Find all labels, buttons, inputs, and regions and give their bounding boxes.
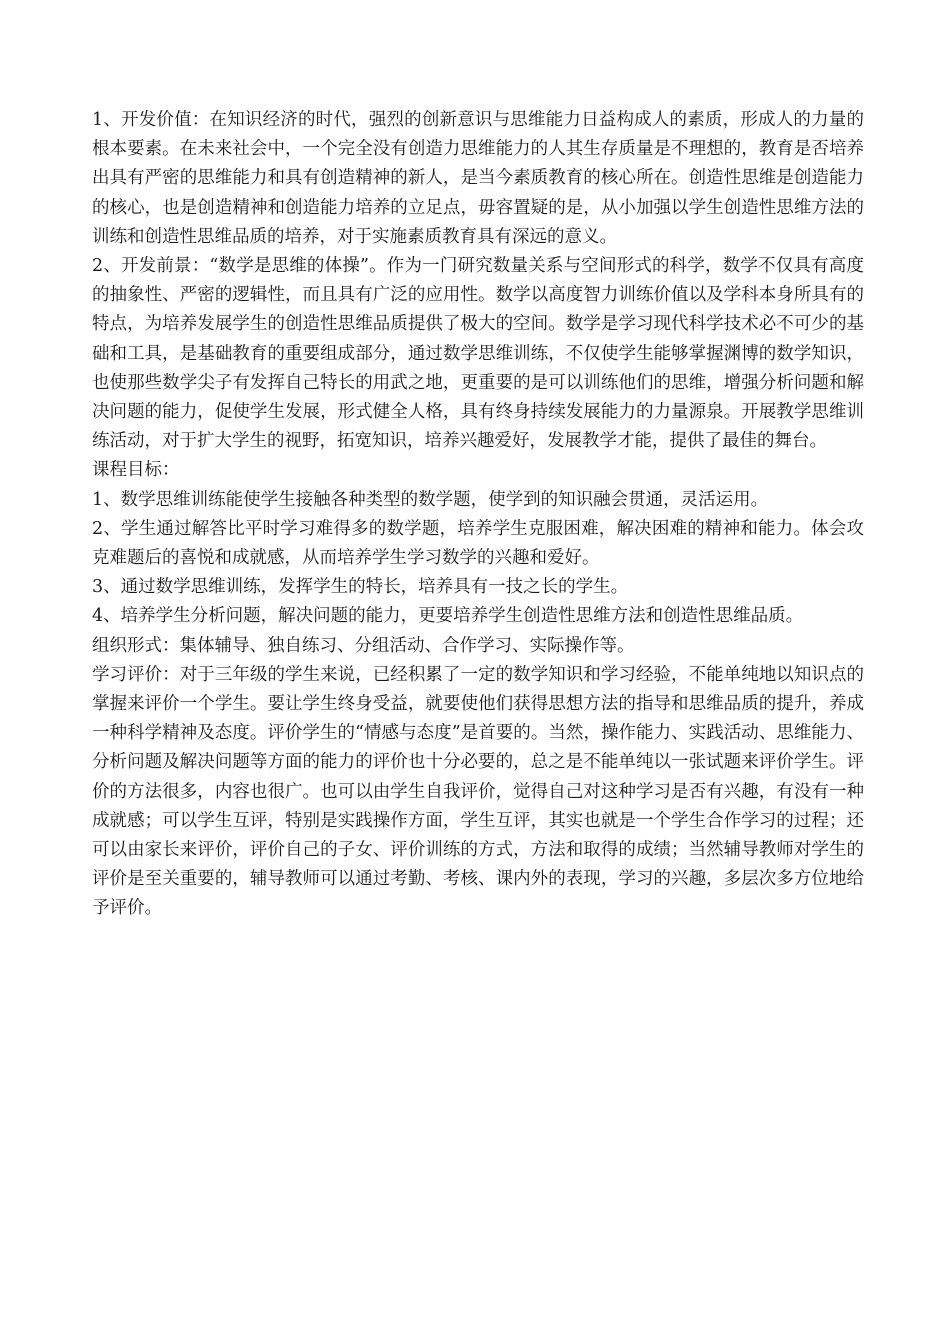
goal-item-2: 2、学生通过解答比平时学习难得多的数学题，培养学生克服困难，解决困难的精神和能力。体会攻克难题后的喜悦和成就感，从而培养学生学习数学的兴趣和爱好。 bbox=[92, 518, 864, 569]
paragraph-organization-form: 组织形式：集体辅导、独自练习、分组活动、合作学习、实际操作等。 bbox=[92, 635, 635, 656]
heading-course-goals: 课程目标： bbox=[92, 460, 180, 481]
paragraph-development-value: 1、开发价值：在知识经济的时代，强烈的创新意识与思维能力日益构成人的素质，形成人的力量的根本要素。在未来社会中，一个完全没有创造力思维能力的人其生存质量是不理想的，教育是否培养出具有严密的思维能力和具有创造精神的新人，是当今素质教育的核心所在。创造性思维是创造能力的核心，也是创造精神和创造能力培养的立足点，毋容置疑的是，从小加强以学生创造性思维方法的训练和创造性思维品质的培养，对于实施素质教育具有深远的意义。 bbox=[92, 110, 864, 247]
goal-item-1: 1、数学思维训练能使学生接触各种类型的数学题，使学到的知识融会贯通，灵活运用。 bbox=[92, 489, 769, 510]
paragraph-development-prospect: 2、开发前景：“数学是思维的体操”。作为一门研究数量关系与空间形式的科学，数学不仅具有高度的抽象性、严密的逻辑性，而且具有广泛的应用性。数学以高度智力训练价值以及学科本身所具有的特点，为培养发展学生的创造性思维品质提供了极大的空间。数学是学习现代科学技术必不可少的基础和工具，是基础教育的重要组成部分，通过数学思维训练，不仅使学生能够掌握渊博的数学知识，也使那些数学尖子有发挥自己特长的用武之地，更重要的是可以训练他们的思维，增强分析问题和解决问题的能力，促使学生发展，形式健全人格，具有终身持续发展能力的力量源泉。开展教学思维训练活动，对于扩大学生的视野，拓宽知识，培养兴趣爱好，发展教学才能，提供了最佳的舞台。 bbox=[92, 256, 864, 452]
goal-item-4: 4、培养学生分析问题，解决问题的能力，更要培养学生创造性思维方法和创造性思维品质。 bbox=[92, 606, 804, 627]
goal-item-3: 3、通过数学思维训练，发挥学生的特长，培养具有一技之长的学生。 bbox=[92, 577, 629, 598]
document-body bbox=[92, 106, 864, 924]
paragraph-learning-evaluation: 学习评价：对于三年级的学生来说，已经积累了一定的数学知识和学习经验，不能单纯地以知识点的掌握来评价一个学生。要让学生终身受益，就要使他们获得思想方法的指导和思维品质的提升，养成一种科学精神及态度。评价学生的“情感与态度”是首要的。当然，操作能力、实践活动、思维能力、分析问题及解决问题等方面的能力的评价也十分必要的，总之是不能单纯以一张试题来评价学生。评价的方法很多，内容也很广。也可以由学生自我评价，觉得自己对这种学习是否有兴趣，有没有一种成就感；可以学生互评，特别是实践操作方面，学生互评，其实也就是一个学生合作学习的过程；还可以由家长来评价，评价自己的子女、评价训练的方式，方法和取得的成绩；当然辅导教师对学生的评价是至关重要的，辅导教师可以通过考勤、考核、课内外的表现，学习的兴趣，多层次多方位地给予评价。 bbox=[92, 664, 864, 919]
